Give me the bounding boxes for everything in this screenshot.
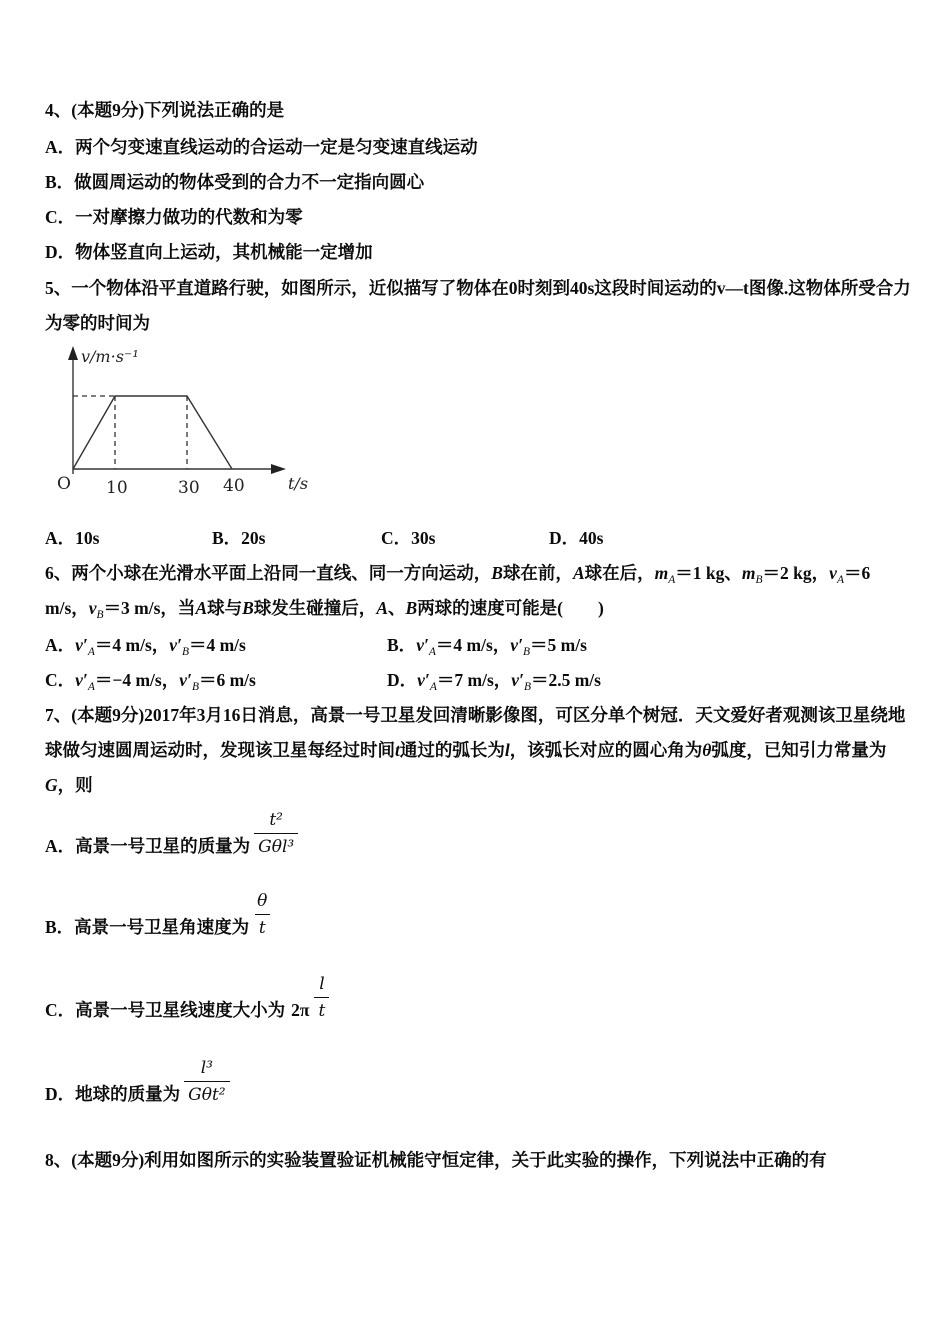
x-tick-10: 10 (106, 478, 128, 498)
question-5-options (45, 521, 745, 556)
fraction-denominator: t (255, 914, 270, 941)
question-7-option-a (45, 802, 298, 860)
question-4-option-d: D．物体竖直向上运动，其机械能一定增加 (45, 242, 373, 262)
option-d-text: D．地球的质量为 (45, 1084, 181, 1104)
velocity-curve (73, 396, 232, 469)
y-axis-arrow-icon (68, 346, 78, 360)
option-a-text: A．高景一号卫星的质量为 (45, 836, 251, 856)
question-6-option-a: A．$v'_A=4$ m/s，$v'_B=4$ m/s (45, 635, 246, 658)
option-b-text: B．高景一号卫星角速度为 (45, 917, 250, 937)
question-8-stem: 8、(本题9分)利用如图所示的实验装置验证机械能守恒定律，关于此实验的操作，下列说法中正确的有 (45, 1150, 827, 1170)
option-c-text: C．高景一号卫星线速度大小为 (45, 1000, 286, 1020)
question-7-option-b (45, 883, 271, 941)
question-5-option-c: C．30s (381, 528, 436, 548)
question-4-options (45, 130, 478, 270)
option-a-fraction (254, 807, 298, 860)
question-6-option-b: B．$v'_A=4$ m/s，$v'_B=5$ m/s (387, 635, 587, 658)
question-7-option-d (45, 1050, 230, 1108)
question-6-option-d: D．$v'_A=7$ m/s，$v'_B=2.5$ m/s (387, 670, 601, 693)
option-c-coefficient: 2π (291, 1000, 310, 1020)
fraction-numerator: θ (257, 891, 268, 911)
option-d-fraction (184, 1055, 229, 1108)
x-axis-label: t/s (288, 474, 309, 493)
x-axis-arrow-icon (271, 464, 286, 474)
question-4-stem: 4、(本题9分)下列说法正确的是 (45, 100, 285, 120)
question-4-option-b: B．做圆周运动的物体受到的合力不一定指向圆心 (45, 172, 425, 192)
x-tick-40: 40 (223, 476, 245, 496)
x-tick-30: 30 (178, 478, 200, 498)
question-4-option-a: A．两个匀变速直线运动的合运动一定是匀变速直线运动 (45, 137, 478, 157)
question-4-option-c: C．一对摩擦力做功的代数和为零 (45, 207, 303, 227)
question-5-option-b: B．20s (212, 528, 266, 548)
question-7-option-c (45, 966, 329, 1024)
option-c-fraction (314, 971, 329, 1024)
question-6-options (45, 628, 825, 698)
fraction-numerator: t² (269, 810, 283, 830)
option-b-fraction (253, 888, 271, 941)
fraction-denominator: Gθt² (184, 1081, 229, 1108)
fraction-numerator: l (319, 974, 325, 994)
question-6-stem: 6、两个小球在光滑水平面上沿同一直线、同一方向运动，B球在前，A球在后，$m_A=1$ kg、$m_B=2$ kg，$v_A=6$ m/s，$v_B=3$ m/s，当A球与B球发生碰撞后，A、B两球的速度可能是( ) (45, 563, 871, 621)
question-5-option-a: A．10s (45, 528, 100, 548)
fraction-numerator: l³ (200, 1058, 213, 1078)
origin-label: O (57, 474, 71, 494)
y-axis-label: v/m·s⁻¹ (81, 347, 139, 366)
fraction-denominator: Gθl³ (254, 833, 298, 860)
question-5-option-d: D．40s (549, 528, 604, 548)
question-5-stem: 5、一个物体沿平直道路行驶，如图所示，近似描写了物体在0时刻到40s这段时间运动的v—t图像.这物体所受合力为零的时间为 (45, 278, 911, 333)
fraction-denominator: t (314, 997, 329, 1024)
question-7-stem: 7、(本题9分)2017年3月16日消息，高景一号卫星发回清晰影像图，可区分单个树冠．天文爱好者观测该卫星绕地球做匀速圆周运动时，发现该卫星每经过时间t通过的弧长为l，该弧长对应的圆心角为θ弧度，已知引力常量为G，则 (45, 705, 906, 795)
vt-graph (45, 344, 315, 510)
question-6-option-c: C．$v'_A=-4$ m/s，$v'_B=6$ m/s (45, 670, 256, 693)
